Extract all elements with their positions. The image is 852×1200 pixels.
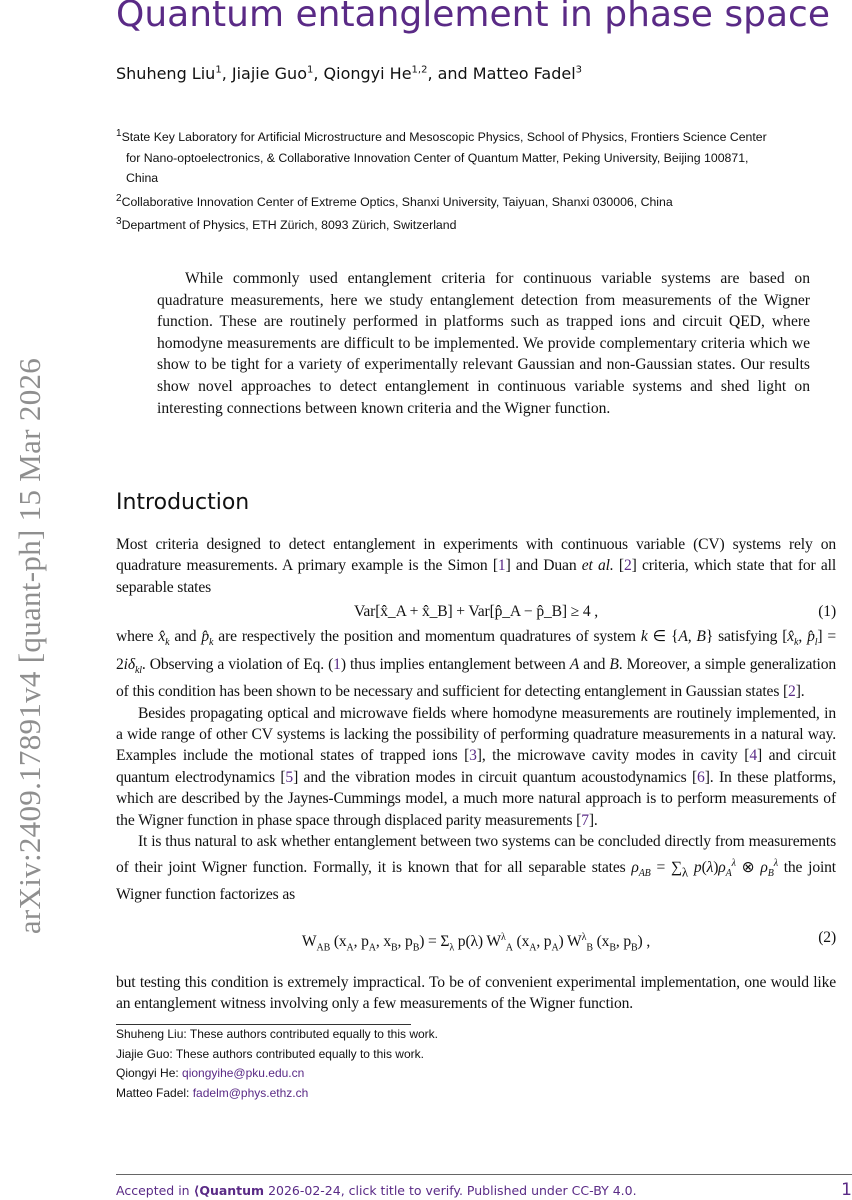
affiliation-number: 3 [116, 216, 122, 228]
footnote: Shuheng Liu: These authors contributed equally to this work. [116, 1027, 438, 1042]
separator: , and [427, 64, 473, 83]
email-link[interactable]: qiongyihe@pku.edu.cn [182, 1066, 305, 1081]
footer-text[interactable]: 2026-02-24, click title to verify. Published under CC-BY 4.0. [268, 1183, 637, 1198]
footnote: Matteo Fadel: fadelm@phys.ethz.ch [116, 1085, 309, 1100]
citation-link[interactable]: 2 [623, 557, 632, 575]
email-link[interactable]: fadelm@phys.ethz.ch [192, 1085, 309, 1100]
citation-link[interactable]: 3 [469, 747, 477, 765]
inline-math: λ [706, 858, 714, 876]
footnote-text: These authors contributed equally to this work. [175, 1046, 424, 1061]
inline-math: $x̂_k$ [787, 628, 799, 649]
inline-math: $p̂_l$ [807, 628, 818, 649]
author: Shuheng Liu [116, 64, 216, 83]
paragraph: It is thus natural to ask whether entanglement between two systems can be concluded directly from measurements of their joint Wigner function. Formally, it is known that for all separable states $\rho_{AB} = \sum_\lambda$ $p(\lambda)\rho_A^\lambda$ ⊗ $\rho_B^\lambda$ the joint Wigner function factorizes as [116, 833, 836, 904]
inline-math: $\rho_B^\lambda$ [760, 857, 778, 879]
inline-math: $\rho_A^\lambda$ [718, 857, 736, 879]
footnote-author: Shuheng Liu [116, 1027, 184, 1042]
paragraph: but testing this condition is extremely impractical. To be of convenient experimental implementation, one would like an entanglement witness involving only a few measurements of the Wigner function. [116, 973, 836, 1013]
author-affiliation-mark: 1,2 [411, 64, 428, 76]
citation-link[interactable]: 7 [581, 811, 589, 829]
citation-link[interactable]: 1 [497, 557, 506, 575]
author-affiliation-mark: 3 [575, 64, 583, 76]
equation-expression: $W_{AB}$ ($x_A$, $p_A$, $x_B$, $p_B) = \Sigma_\lambda$ p(λ) $W^\lambda_A$ ($x_A$, $p_A$) $W^\lambda_B$ ($x_B$, $p_B$) , [301, 931, 651, 953]
main-column [116, 534, 836, 1103]
footnote-author: Jiajie Guo [116, 1046, 170, 1061]
footnote-author: Matteo Fadel [116, 1085, 187, 1100]
separator: , [313, 64, 324, 83]
section-heading-introduction: Introduction [116, 490, 250, 515]
equation-1 [116, 598, 836, 626]
citation-link[interactable]: 5 [285, 768, 294, 786]
affiliation-text: State Key Laboratory for Artificial Microstructure and Mesoscopic Physics, School of Physics, Frontiers Science Center [121, 130, 767, 145]
author: Qiongyi He [323, 64, 412, 83]
body-text [116, 534, 836, 1014]
inline-math: A, B [678, 628, 706, 646]
inline-math: $p̂_k$ [201, 628, 214, 649]
affiliation-number: 2 [116, 192, 122, 204]
affiliation-text: China [126, 171, 159, 186]
inline-math: A [569, 655, 580, 673]
footnote: Jiajie Guo: These authors contributed equally to this work. [116, 1046, 424, 1061]
equation-2 [116, 916, 836, 960]
footer-text[interactable]: Accepted in [116, 1183, 190, 1198]
inline-math: $i\delta_{kl}$ [123, 655, 142, 676]
footnote-text: These authors contributed equally to this work. [189, 1027, 438, 1042]
inline-math: $\rho_{AB}$ [631, 858, 651, 879]
inline-math: p [693, 858, 702, 876]
italic-text: et al. [581, 557, 614, 575]
author: Matteo Fadel [472, 64, 576, 83]
citation-link[interactable]: 6 [697, 768, 705, 786]
separator: , [221, 64, 232, 83]
page-number: 1 [841, 1180, 852, 1200]
footnote-author: Qiongyi He [116, 1066, 176, 1081]
math-subscript: λ [681, 863, 689, 879]
paragraph: Most criteria designed to detect entanglement in experiments with continuous variable (CV) systems rely on quadrature measurements. A primary example is the Simon [1] and Duan et al. [2] criteria, which state that for all separable states [116, 536, 837, 596]
affiliation-number: 1 [116, 128, 122, 139]
author: Jiajie Guo [231, 64, 307, 83]
page-footer [116, 1180, 852, 1200]
affiliation [116, 189, 852, 213]
inline-math: k [640, 628, 648, 646]
citation-link[interactable]: 1 [333, 655, 341, 673]
affiliations [116, 124, 852, 236]
inline-math: $x̂_k$ [158, 628, 170, 649]
equation-expression: Var[x̂_A + x̂_B] + Var[p̂_A − p̂_B] ≥ 4 , [354, 603, 598, 621]
inline-math: B [609, 655, 619, 673]
footer-divider [116, 1174, 852, 1175]
affiliation-text: Department of Physics, ETH Zürich, 8093 Zürich, Switzerland [121, 218, 457, 233]
affiliation-text: Collaborative Innovation Center of Extreme Optics, Shanxi University, Taiyuan, Shanxi 030006, China [121, 194, 673, 209]
abstract: While commonly used entanglement criteria for continuous variable systems are based on quadrature measurements, here we study entanglement detection from measurements of the Wigner function. These are routinely performed in platforms such as trapped ions and circuit QED, where homodyne measurements are difficult to be implemented. We provide complementary criteria which we show to be tight for a variety of experimentally relevant Gaussian and non-Gaussian states. Our results show novel approaches to detect entanglement in continuous variable systems and shed light on interesting connections between known criteria and the Wigner function. [157, 270, 810, 417]
footnotes [116, 1025, 836, 1103]
paragraph: Besides propagating optical and microwave fields where homodyne measurements are routinely implemented, in a wide range of other CV systems is lacking the possibility of performing quadrature measurements in a natural way. Examples include the motional states of trapped ions [3], the microwave cavity modes in cavity [4] and circuit quantum electrodynamics [5] and the vibration modes in circuit quantum acoustodynamics [6]. In these platforms, which are described by the Jaynes-Cummings model, a much more natural approach is to perform measurements of the Wigner function in phase space through displaced parity measurements [7]. [116, 704, 837, 829]
author-list [116, 64, 582, 83]
quantum-journal-logo[interactable]: ⟨Quantum [193, 1183, 265, 1198]
paragraph: where $x̂_k$ and $p̂_k$ are respectively the position and momentum quadratures of system k ∈ {A, B} satisfying [$x̂_k$, $p̂_l] = 2i\delta_{kl}$. Observing a violation of Eq. (1) thus implies entanglement between A and B. Moreover, a simple generalization of this condition has been shown to be necessary and sufficient for detecting entanglement in Gaussian states [2]. [116, 628, 837, 701]
affiliation [116, 212, 852, 236]
equation-number: (1) [818, 603, 836, 621]
affiliation [116, 124, 852, 189]
citation-link[interactable]: 4 [749, 747, 757, 765]
author-affiliation-mark: 1 [215, 64, 222, 76]
arxiv-identifier[interactable]: arXiv:2409.17891v4 [quant-ph] 15 Mar 2026 [12, 357, 47, 935]
equation-number: (2) [818, 928, 836, 946]
author-affiliation-mark: 1 [306, 64, 314, 76]
footnote: Qiongyi He: qiongyihe@pku.edu.cn [116, 1066, 305, 1081]
paper-title[interactable]: Quantum entanglement in phase space [116, 0, 830, 35]
citation-link[interactable]: 2 [788, 683, 796, 701]
affiliation-text: for Nano-optoelectronics, & Collaborative Innovation Center of Quantum Matter, Peking University, Beijing 100871, [126, 150, 749, 165]
